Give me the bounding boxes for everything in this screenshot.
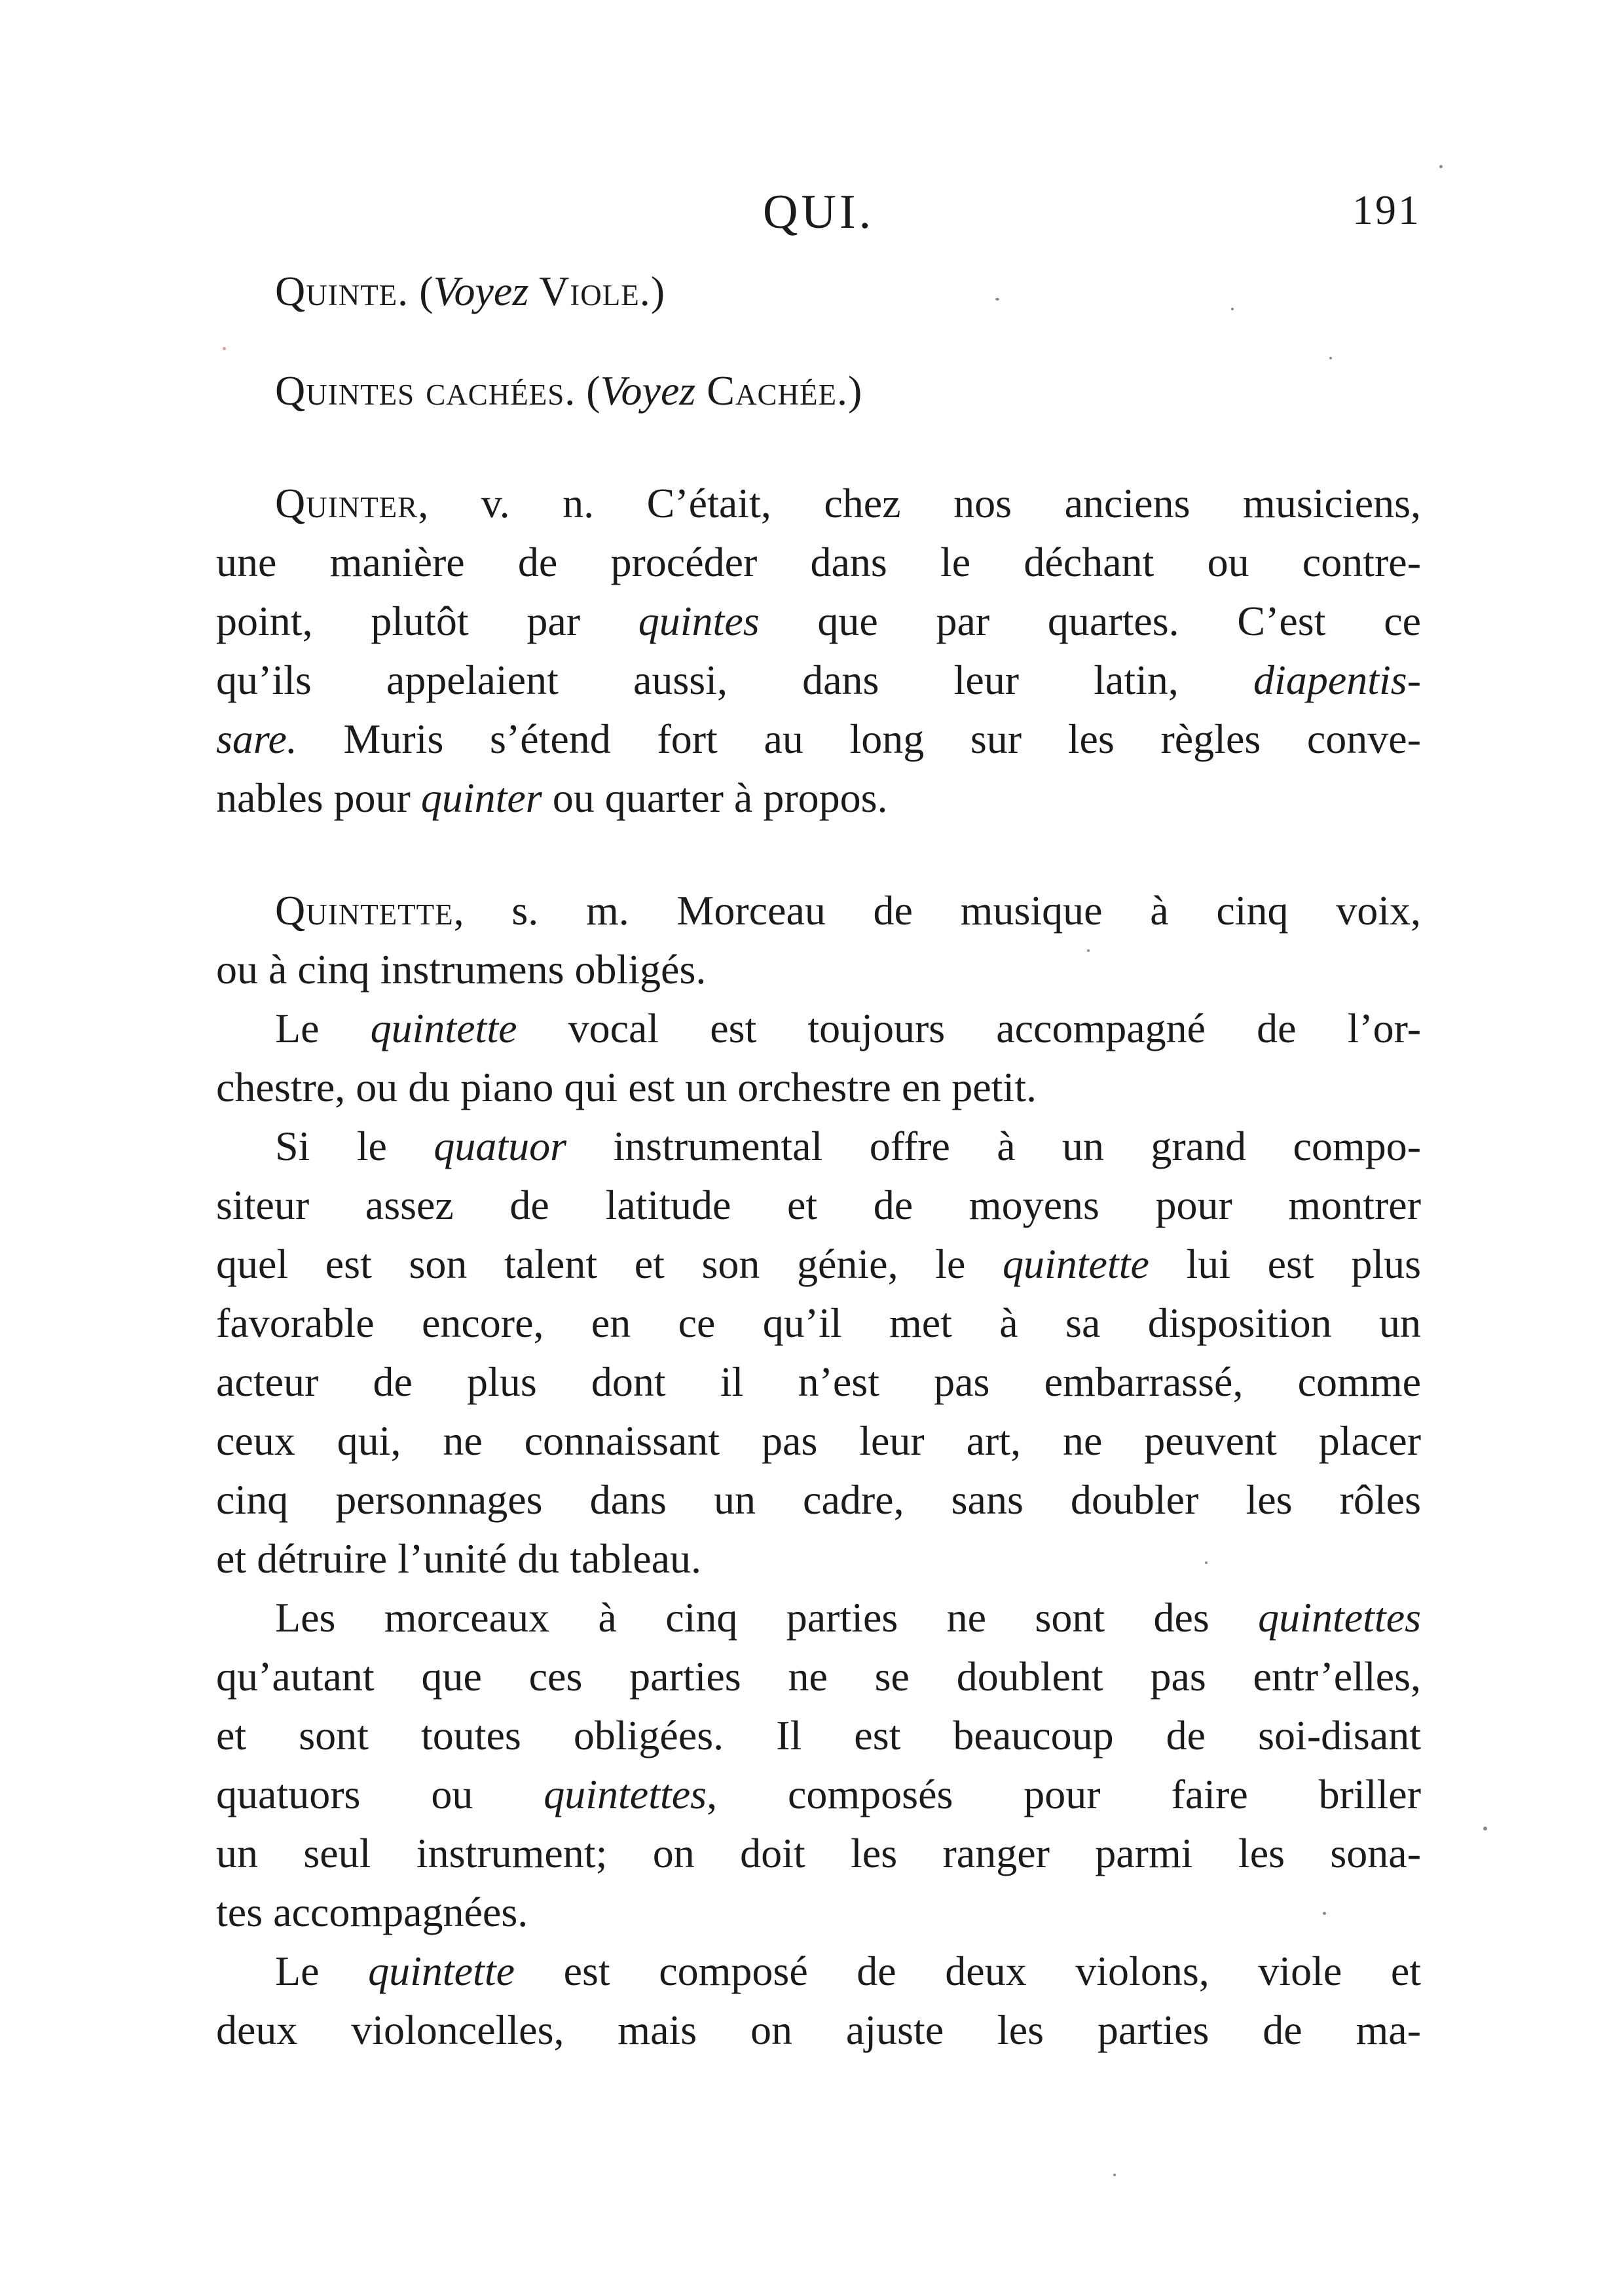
text-line (216, 2001, 1421, 2060)
text-segment: Les morceaux à cinq parties ne sont des (275, 1594, 1259, 1641)
text-segment: quel est son talent et son génie, le (216, 1241, 1003, 1287)
text-line (216, 1883, 1421, 1942)
text-segment: favorable encore, en ce qu’il met à sa disposition un (216, 1300, 1421, 1346)
text-segment: et détruire l’unité du tableau. (216, 1535, 702, 1582)
text-segment: Cachée.) (695, 367, 863, 414)
italic-segment: Voyez (600, 367, 696, 414)
text-line (216, 769, 1421, 828)
text-segment: Muris s’étend fort au long sur les règles conve- (297, 716, 1421, 762)
italic-segment: quinter (420, 774, 542, 821)
entry-headword: Quintette (275, 887, 454, 934)
text-segment: une manière de procéder dans le déchant ou contre- (216, 539, 1421, 585)
entry-quintette (216, 881, 1421, 999)
italic-segment: quintette (1002, 1241, 1149, 1287)
text-segment: point, plutôt par (216, 598, 638, 644)
entry-quinter (216, 474, 1421, 828)
text-segment: Viole.) (528, 268, 666, 314)
entry-quinte (216, 262, 1421, 321)
text-segment: ou quarter à propos. (542, 774, 888, 821)
paper-speck (1323, 1912, 1326, 1915)
text-segment: ( (576, 367, 600, 414)
text-segment: Le (275, 1948, 369, 1994)
text-segment: nables pour (216, 774, 421, 821)
page-text (216, 262, 1421, 2060)
text-segment: lui est plus (1149, 1241, 1422, 1287)
text-segment: ( (409, 268, 434, 314)
paper-speck (1205, 1561, 1208, 1564)
paragraph (216, 1942, 1421, 2060)
text-line (216, 1353, 1421, 1412)
italic-segment: quatuor (434, 1123, 566, 1169)
text-segment: vocal est toujours accompagné de l’or- (517, 1005, 1421, 1051)
paper-speck (1329, 357, 1332, 359)
text-line (216, 1765, 1421, 1824)
text-line (216, 710, 1421, 769)
paper-speck (995, 298, 999, 301)
text-segment: qu’ils appelaient aussi, dans leur latin, (216, 657, 1254, 703)
paragraph (216, 999, 1421, 1117)
italic-segment: quintette (368, 1948, 515, 1994)
text-segment: , v. n. C’était, chez nos anciens musiciens, (418, 480, 1421, 526)
italic-segment: diapentis- (1253, 657, 1421, 703)
paper-speck (1087, 949, 1090, 952)
text-segment: tes accompagnées. (216, 1889, 528, 1935)
text-segment: cinq personnages dans un cadre, sans doubler les rôles (216, 1476, 1421, 1523)
text-segment: , s. m. Morceau de musique à cinq voix, (453, 887, 1421, 934)
entry-headword: Quinter (275, 480, 418, 526)
text-line (216, 1588, 1421, 1647)
text-line (216, 1117, 1421, 1176)
text-line (216, 940, 1421, 999)
text-line (216, 1706, 1421, 1765)
text-line (216, 592, 1421, 651)
italic-segment: quintettes (544, 1771, 707, 1817)
paper-speck (1439, 165, 1443, 168)
entry-headword: Quinte. (275, 268, 409, 314)
page-header (216, 185, 1421, 257)
running-head: QUI. (762, 185, 875, 239)
text-segment: que par quartes. C’est ce (759, 598, 1422, 644)
italic-segment: Voyez (433, 268, 529, 314)
italic-segment: quintettes (1258, 1594, 1421, 1641)
text-segment: Si le (275, 1123, 434, 1169)
paper-speck (1231, 308, 1234, 310)
text-segment: siteur assez de latitude et de moyens pour montrer (216, 1182, 1421, 1228)
entry-headword: Quintes cachées. (275, 367, 576, 414)
text-line (216, 651, 1421, 710)
text-line (216, 1058, 1421, 1117)
text-segment: qu’autant que ces parties ne se doublent pas entr’elles, (216, 1653, 1421, 1700)
text-segment: , composés pour faire briller (707, 1771, 1421, 1817)
italic-segment: sare. (216, 716, 297, 762)
text-segment: et sont toutes obligées. Il est beaucoup de soi-disant (216, 1712, 1421, 1758)
paper-speck (1483, 1827, 1487, 1831)
text-line (216, 474, 1421, 533)
text-line (216, 1176, 1421, 1235)
text-line (216, 533, 1421, 592)
text-line (216, 1470, 1421, 1529)
text-line (216, 1294, 1421, 1353)
entry-quintes-cachees (216, 361, 1421, 420)
text-line (216, 1942, 1421, 2001)
text-line (216, 881, 1421, 940)
paper-speck (223, 347, 226, 350)
text-segment: quatuors ou (216, 1771, 544, 1817)
text-segment: est composé de deux violons, viole et (515, 1948, 1422, 1994)
text-line (216, 1235, 1421, 1294)
text-segment: instrumental offre à un grand compo- (566, 1123, 1421, 1169)
italic-segment: quintes (638, 598, 760, 644)
text-line (216, 1647, 1421, 1706)
page-number: 191 (1352, 187, 1421, 233)
text-line (216, 1412, 1421, 1470)
text-segment: deux violoncelles, mais on ajuste les parties de ma- (216, 2007, 1421, 2053)
paragraph (216, 1117, 1421, 1588)
text-segment: ceux qui, ne connaissant pas leur art, ne peuvent placer (216, 1417, 1421, 1464)
text-line (216, 999, 1421, 1058)
paper-speck (1113, 2174, 1116, 2176)
text-segment: chestre, ou du piano qui est un orchestre en petit. (216, 1064, 1037, 1110)
text-segment: Le (275, 1005, 371, 1051)
text-line (216, 1529, 1421, 1588)
text-line (216, 1824, 1421, 1883)
text-segment: ou à cinq instrumens obligés. (216, 946, 707, 993)
text-segment: un seul instrument; on doit les ranger parmi les sona- (216, 1830, 1421, 1876)
text-segment: acteur de plus dont il n’est pas embarrassé, comme (216, 1358, 1421, 1405)
italic-segment: quintette (370, 1005, 517, 1051)
paragraph (216, 1588, 1421, 1942)
